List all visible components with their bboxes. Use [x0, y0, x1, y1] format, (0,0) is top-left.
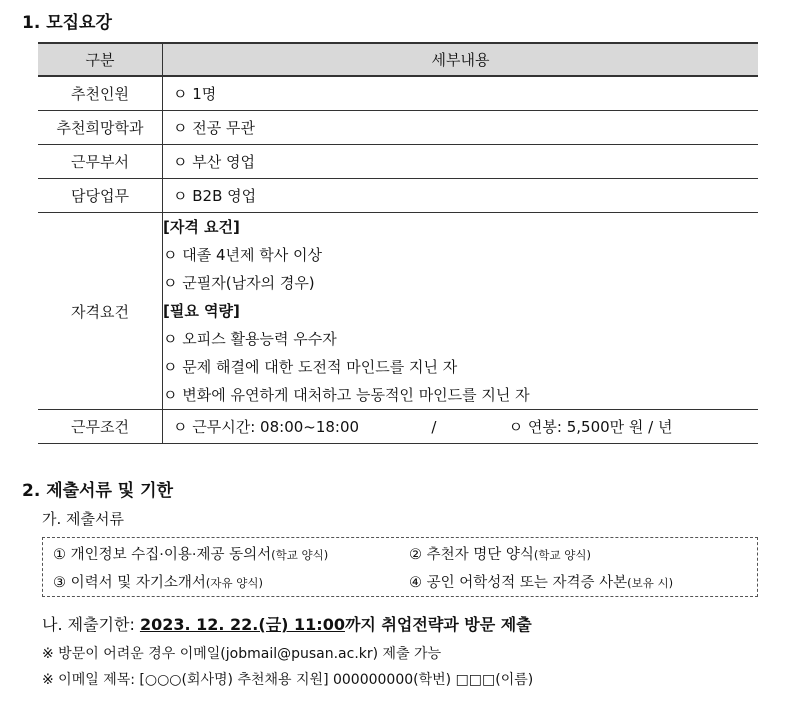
header-category: 구분 — [38, 43, 163, 76]
table-row — [38, 410, 758, 444]
list-item: ㅇ 오피스 활용능력 우수자 — [163, 325, 758, 353]
department-value: ㅇ 부산 영업 — [173, 153, 255, 171]
row-value — [163, 145, 759, 179]
major-value: ㅇ 전공 무관 — [173, 119, 255, 137]
header-details: 세부내용 — [163, 43, 759, 76]
document-item — [409, 543, 591, 564]
row-value — [163, 179, 759, 213]
document-item — [53, 571, 263, 592]
section1-title: 1. 모집요강 — [22, 13, 112, 33]
document-item — [409, 571, 673, 592]
email-subject-note: ※ 이메일 제목: [○○○(회사명) 추천채용 지원] 000000000(학번) □□□(이름) — [42, 672, 534, 688]
table-row — [38, 76, 758, 111]
deadline-suffix: 까지 취업전략과 방문 제출 — [344, 615, 532, 634]
deadline-date: 2023. 12. 22.(금) 11:00 — [139, 615, 345, 634]
row-label: 추천희망학과 — [38, 111, 163, 145]
row-label: 근무부서 — [38, 145, 163, 179]
list-item: ㅇ 변화에 유연하게 대처하고 능동적인 마인드를 지닌 자 — [163, 381, 758, 409]
submission-docs-heading: 가. 제출서류 — [42, 510, 124, 528]
recommend-count-value: ㅇ 1명 — [173, 85, 216, 103]
row-value — [163, 76, 759, 111]
table-header-row — [38, 43, 758, 76]
document-name: ③ 이력서 및 자기소개서 — [53, 575, 206, 591]
table-row — [38, 213, 758, 410]
work-hours: ㅇ 근무시간: 08:00~18:00 — [173, 418, 359, 436]
duty-value: ㅇ B2B 영업 — [173, 187, 256, 205]
document-note: (자유 양식) — [205, 576, 263, 590]
competency-heading: [필요 역량] — [163, 302, 240, 320]
document-note: (학교 양식) — [533, 548, 591, 562]
row-value — [163, 410, 759, 444]
email-note: ※ 방문이 어려운 경우 이메일(jobmail@pusan.ac.kr) 제출 가능 — [42, 646, 442, 662]
recruitment-table — [38, 42, 758, 444]
deadline-line — [42, 612, 532, 635]
table-row — [38, 179, 758, 213]
qualifications-value — [163, 213, 759, 410]
document-note: (학교 양식) — [271, 548, 329, 562]
row-label: 자격요건 — [38, 213, 163, 410]
salary: ㅇ 연봉: 5,500만 원 / 년 — [509, 418, 673, 436]
list-item: ㅇ 군필자(남자의 경우) — [163, 269, 758, 297]
document-item — [53, 543, 328, 564]
document-name: ① 개인정보 수집·이용·제공 동의서 — [53, 547, 272, 563]
separator: / — [431, 418, 437, 436]
documents-box — [42, 537, 758, 597]
deadline-prefix: 나. 제출기한: — [42, 615, 140, 634]
document-note: (보유 시) — [627, 576, 674, 590]
row-label: 추천인원 — [38, 76, 163, 111]
table-row — [38, 145, 758, 179]
document-name: ④ 공인 어학성적 또는 자격증 사본 — [409, 575, 628, 591]
row-label: 담당업무 — [38, 179, 163, 213]
row-label: 근무조건 — [38, 410, 163, 444]
list-item: ㅇ 문제 해결에 대한 도전적 마인드를 지닌 자 — [163, 353, 758, 381]
row-value — [163, 111, 759, 145]
document-name: ② 추천자 명단 양식 — [409, 547, 534, 563]
list-item: ㅇ 대졸 4년제 학사 이상 — [163, 241, 758, 269]
section2-title: 2. 제출서류 및 기한 — [22, 481, 173, 501]
requirements-heading: [자격 요건] — [163, 218, 240, 236]
table-row — [38, 111, 758, 145]
